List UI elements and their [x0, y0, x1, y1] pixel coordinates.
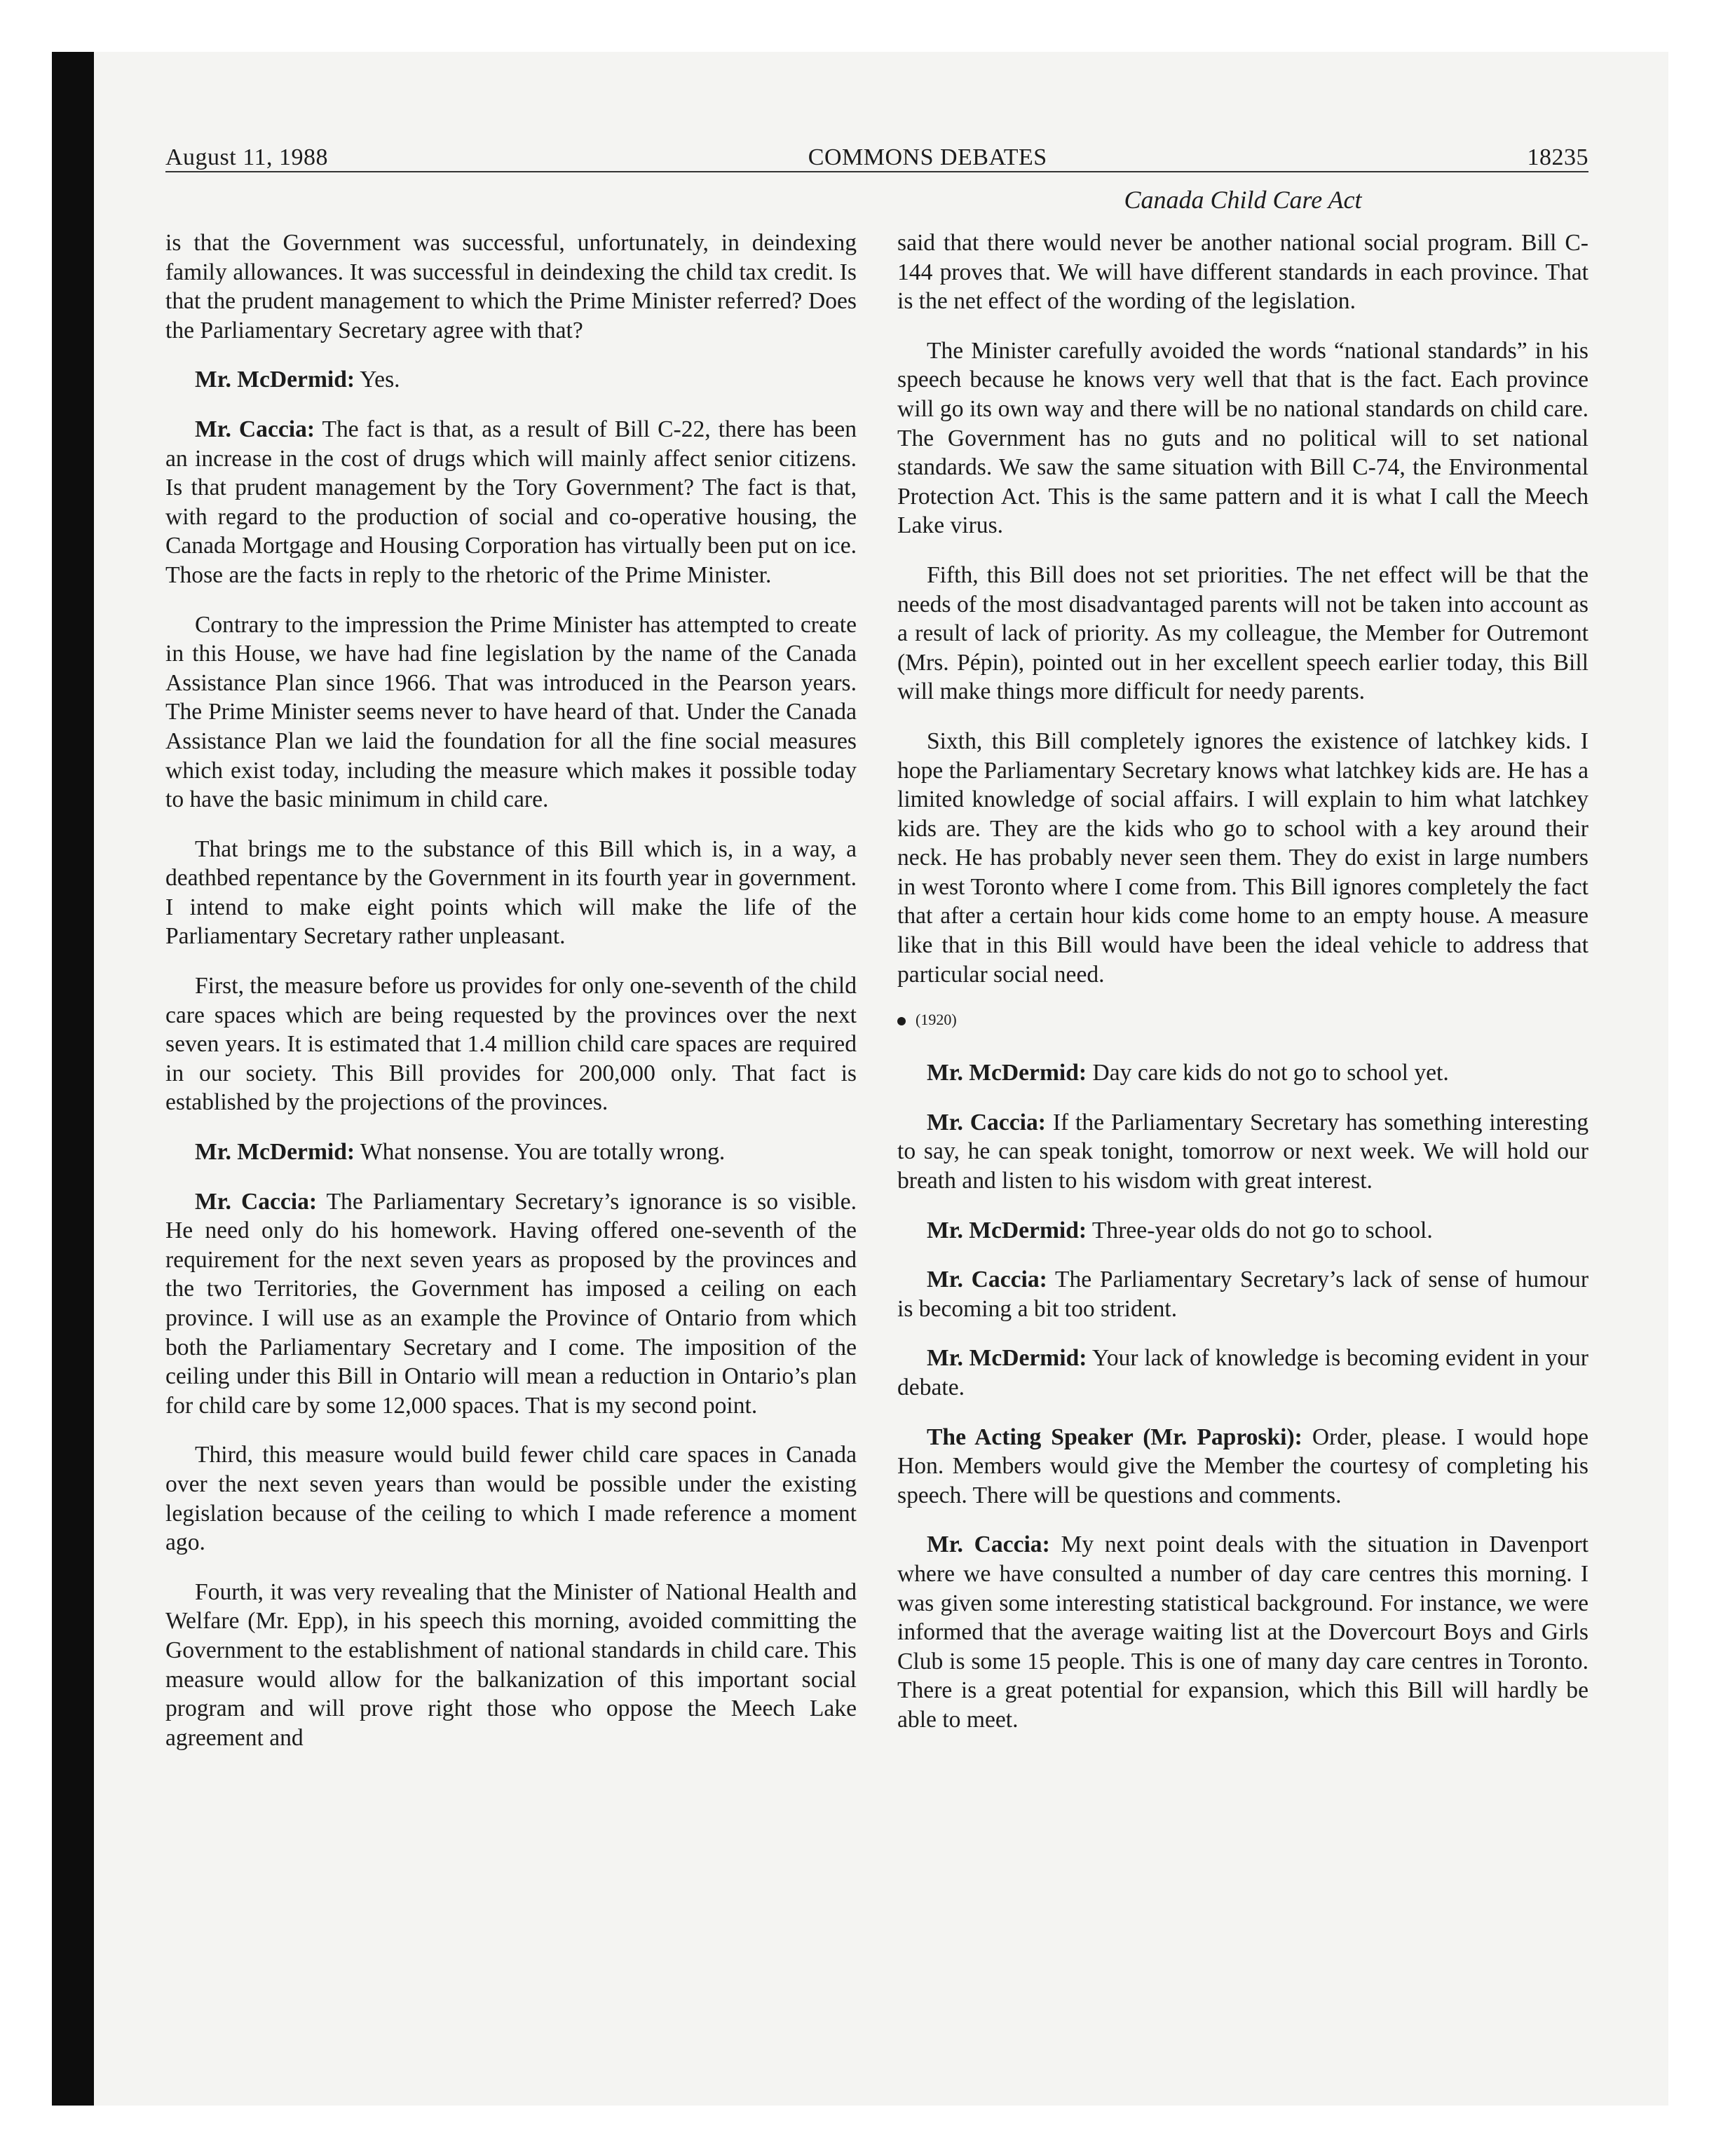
paragraph-text: Third, this measure would build fewer child care spaces in Canada over the next seven years than would be possible under the existing legislation because of the ceiling to which I made reference a moment ago. — [165, 1442, 857, 1556]
paragraph — [897, 1423, 1588, 1510]
speaker-name: Mr. McDermid: — [195, 367, 355, 393]
time-marker — [897, 1009, 1588, 1030]
paragraph-text: The Parliamentary Secretary’s ignorance is so visible. He need only do his homework. Having offered one-seventh of the requirement for the next seven years as proposed by the provinces and the two Territories, the Government has imposed a ceiling on each province. I will use as an example the Province of Ontario from which both the Parliamentary Secretary and I come. The imposition of the ceiling under this Bill in Ontario will mean a reduction in Ontario’s plan for child care by some 12,000 spaces. That is my second point. — [165, 1188, 857, 1419]
paragraph-text: Fourth, it was very revealing that the Minister of National Health and Welfare (Mr. Epp), in his speech this morning, avoided committing the Government to the establishment of national standards in child care. This measure would allow for the balkanization of this important social program and will prove right those who oppose the Meech Lake agreement and — [165, 1578, 857, 1751]
running-head: Canada Child Care Act — [1124, 186, 1362, 214]
speaker-name: Mr. Caccia: — [927, 1531, 1050, 1558]
speaker-name: Mr. McDermid: — [195, 1139, 355, 1166]
right-column-after — [897, 1058, 1588, 1734]
header-rule — [165, 171, 1588, 172]
header-publication: COMMONS DEBATES — [808, 144, 1047, 170]
time-marker-label: (1920) — [916, 1011, 957, 1029]
paragraph-text: My next point deals with the situation in Davenport where we have consulted a number of day care centres this morning. I was given some interesting statistical background. For instance, we were informed that the average waiting list at the Dovercourt Boys and Girls Club is some 15 people. This is one of many day care centres in Toronto. There is a great potential for expansion, which this Bill will hardly be able to meet. — [897, 1531, 1588, 1733]
page-header — [165, 135, 1588, 171]
paragraph-text: What nonsense. You are totally wrong. — [355, 1139, 726, 1166]
bullet-icon — [897, 1017, 906, 1025]
paragraph-text: That brings me to the substance of this Bill which is, in a way, a deathbed repentance by the Government in its fourth year in government. I intend to make eight points which will make the life of the Parliamentary Secretary rather unpleasant. — [165, 835, 857, 950]
paragraph — [165, 1138, 857, 1167]
paragraph — [897, 1530, 1588, 1734]
paragraph — [897, 1058, 1588, 1088]
paragraph — [165, 1187, 857, 1421]
header-date: August 11, 1988 — [165, 144, 328, 170]
paragraph-text: Fifth, this Bill does not set priorities. The net effect will be that the needs of the most disadvantaged parents will not be taken into account as a result of lack of priority. As my colleague, the Member for Outremont (Mrs. Pépin), pointed out in her excellent speech earlier today, this Bill will make things more difficult for needy parents. — [897, 561, 1588, 705]
paragraph-text: Your lack of knowledge is becoming evident in your debate. — [897, 1345, 1588, 1400]
paragraph-text: If the Parliamentary Secretary has something interesting to say, he can speak tonight, tomorrow or next week. We will hold our breath and listen to his wisdom with great interest. — [897, 1109, 1588, 1194]
speaker-name: Mr. Caccia: — [195, 416, 315, 442]
paragraph — [165, 835, 857, 951]
paragraph — [165, 971, 857, 1117]
paragraph — [897, 1108, 1588, 1196]
paragraph — [897, 1216, 1588, 1246]
paragraph — [165, 610, 857, 814]
paragraph-text: The Parliamentary Secretary’s lack of sense of humour is becoming a bit too strident. — [897, 1267, 1588, 1322]
paragraph — [165, 365, 857, 395]
paragraph-text: Contrary to the impression the Prime Minister has attempted to create in this House, we have had fine legislation by the name of the Canada Assistance Plan since 1966. That was introduced in the Pearson years. The Prime Minister seems never to have heard of that. Under the Canada Assistance Plan we laid the foundation for all the fine social measures which exist today, including the measure which makes it possible today to have the basic minimum in child care. — [165, 611, 857, 813]
paragraph-text: The fact is that, as a result of Bill C-22, there has been an increase in the cost of drugs which will mainly affect senior citizens. Is that prudent management by the Tory Government? The fact is that, with regard to the production of social and co-operative housing, the Canada Mortgage and Housing Corporation has virtually been put on ice. Those are the facts in reply to the rhetoric of the Prime Minister. — [165, 416, 857, 588]
paragraph-text: Day care kids do not go to school yet. — [1087, 1060, 1449, 1086]
speaker-name: Mr. Caccia: — [195, 1188, 318, 1215]
speaker-name: Mr. Caccia: — [927, 1109, 1046, 1135]
paragraph-text: Yes. — [355, 367, 400, 393]
speaker-name: The Acting Speaker (Mr. Paproski): — [927, 1424, 1302, 1450]
paragraph — [165, 415, 857, 590]
paragraph-text: Order, please. I would hope Hon. Members would give the Member the courtesy of completing his speech. There will be questions and comments. — [897, 1424, 1588, 1508]
header-page-number: 18235 — [1527, 144, 1588, 170]
paragraph — [165, 228, 857, 345]
paragraph — [165, 1440, 857, 1557]
paragraph — [897, 1344, 1588, 1402]
speaker-name: Mr. McDermid: — [927, 1345, 1087, 1372]
right-column — [897, 228, 1588, 1755]
right-column-before — [897, 228, 1588, 989]
paragraph-text: Three-year olds do not go to school. — [1087, 1217, 1433, 1243]
paragraph-text: The Minister carefully avoided the words “national standards” in his speech because he knows very well that that is the fact. Each province will go its own way and there will be no national standards on child care. The Government has no guts and no political will to set national standards. We saw the same situation with Bill C-74, the Environmental Protection Act. This is the same pattern and it is what I call the Meech Lake virus. — [897, 337, 1588, 539]
paragraph-text: Sixth, this Bill completely ignores the existence of latchkey kids. I hope the Parliamentary Secretary knows what latchkey kids are. He has a limited knowledge of social affairs. I will explain to him what latchkey kids are. They are the kids who go to school with a key around their neck. He has probably never seen them. They do exist in large numbers in west Toronto where I come from. This Bill ignores completely the fact that after a certain hour kids come home to an empty house. A measure like that in this Bill would have been the ideal vehicle to address that particular social need. — [897, 728, 1588, 988]
paragraph — [165, 1578, 857, 1753]
paragraph — [897, 1265, 1588, 1323]
paragraph — [897, 561, 1588, 707]
paragraph-text: is that the Government was successful, unfortunately, in deindexing family allowances. It was successful in deindexing the child tax credit. Is that the prudent management to which the Prime Minister referred? Does the Parliamentary Secretary agree with that? — [165, 230, 857, 343]
paragraph — [897, 727, 1588, 989]
speaker-name: Mr. McDermid: — [927, 1217, 1087, 1243]
paragraph-text: said that there would never be another national social program. Bill C-144 proves that. We will have different standards in each province. That is the net effect of the wording of the legislation. — [897, 230, 1588, 315]
speaker-name: Mr. Caccia: — [927, 1267, 1047, 1293]
paragraph-text: First, the measure before us provides for only one-seventh of the child care spaces which are being requested by the provinces over the next seven years. It is estimated that 1.4 million child care spaces are required in our society. This Bill provides for 200,000 only. That fact is established by the projections of the provinces. — [165, 973, 857, 1116]
left-column — [165, 228, 857, 1773]
paragraph — [897, 228, 1588, 316]
binding-edge — [52, 52, 94, 2106]
paragraph — [897, 336, 1588, 540]
speaker-name: Mr. McDermid: — [927, 1060, 1087, 1086]
